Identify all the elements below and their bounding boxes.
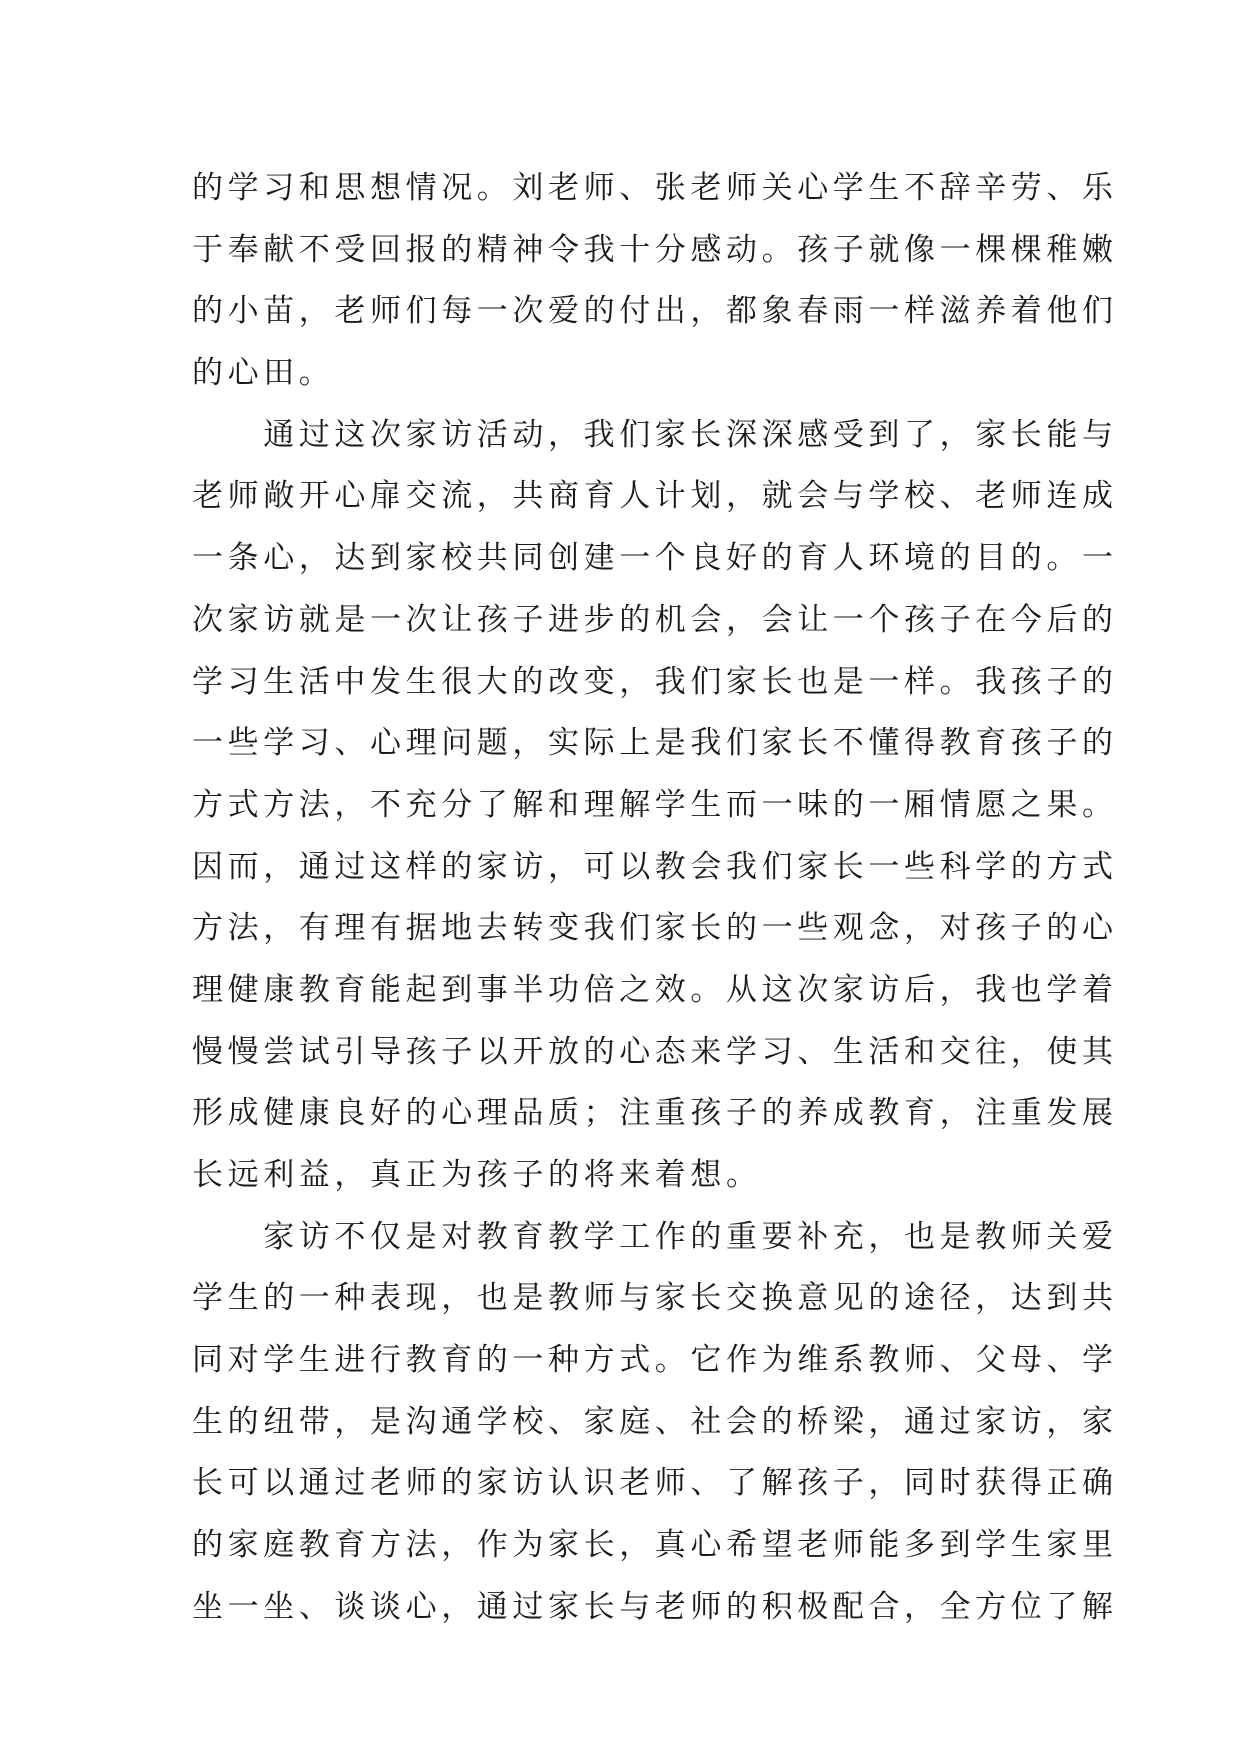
text-line: 形成健康良好的心理品质；注重孩子的养成教育，注重发展	[192, 1095, 1118, 1132]
text-line: 方法，有理有据地去转变我们家长的一些观念，对孩子的心	[192, 910, 1118, 947]
text-line: 次家访就是一次让孩子进步的机会，会让一个孩子在今后的	[192, 601, 1118, 638]
text-line: 家访不仅是对教育教学工作的重要补充，也是教师关爱	[192, 1218, 1118, 1255]
text-line: 的小苗，老师们每一次爱的付出，都象春雨一样滋养着他们	[192, 293, 1118, 330]
text-line: 生的纽带，是沟通学校、家庭、社会的桥梁，通过家访，家	[192, 1403, 1118, 1440]
text-line: 慢慢尝试引导孩子以开放的心态来学习、生活和交往，使其	[192, 1033, 1118, 1070]
text-line: 于奉献不受回报的精神令我十分感动。孩子就像一棵棵稚嫩	[192, 231, 1118, 268]
text-line: 坐一坐、谈谈心，通过家长与老师的积极配合，全方位了解	[192, 1588, 1118, 1625]
text-line: 因而，通过这样的家访，可以教会我们家长一些科学的方式	[192, 848, 1118, 885]
text-line: 同对学生进行教育的一种方式。它作为维系教师、父母、学	[192, 1342, 1118, 1379]
body-text	[192, 158, 1118, 1639]
text-line: 学生的一种表现，也是教师与家长交换意见的途径，达到共	[192, 1280, 1118, 1317]
text-line: 长远利益，真正为孩子的将来着想。	[192, 1157, 762, 1193]
text-line: 通过这次家访活动，我们家长深深感受到了，家长能与	[192, 416, 1118, 453]
text-line: 一些学习、心理问题，实际上是我们家长不懂得教育孩子的	[192, 725, 1118, 762]
text-line: 的家庭教育方法，作为家长，真心希望老师能多到学生家里	[192, 1527, 1118, 1564]
text-line: 学习生活中发生很大的改变，我们家长也是一样。我孩子的	[192, 663, 1118, 700]
text-line: 的心田。	[192, 355, 335, 392]
text-line: 的学习和思想情况。刘老师、张老师关心学生不辞辛劳、乐	[192, 170, 1118, 206]
text-line: 方式方法，不充分了解和理解学生而一味的一厢情愿之果。	[192, 786, 1118, 823]
text-line: 老师敞开心扉交流，共商育人计划，就会与学校、老师连成	[192, 478, 1118, 515]
text-line: 一条心，达到家校共同创建一个良好的育人环境的目的。一	[192, 540, 1118, 577]
text-line: 理健康教育能起到事半功倍之效。从这次家访后，我也学着	[192, 971, 1118, 1008]
text-line: 长可以通过老师的家访认识老师、了解孩子，同时获得正确	[192, 1465, 1118, 1502]
